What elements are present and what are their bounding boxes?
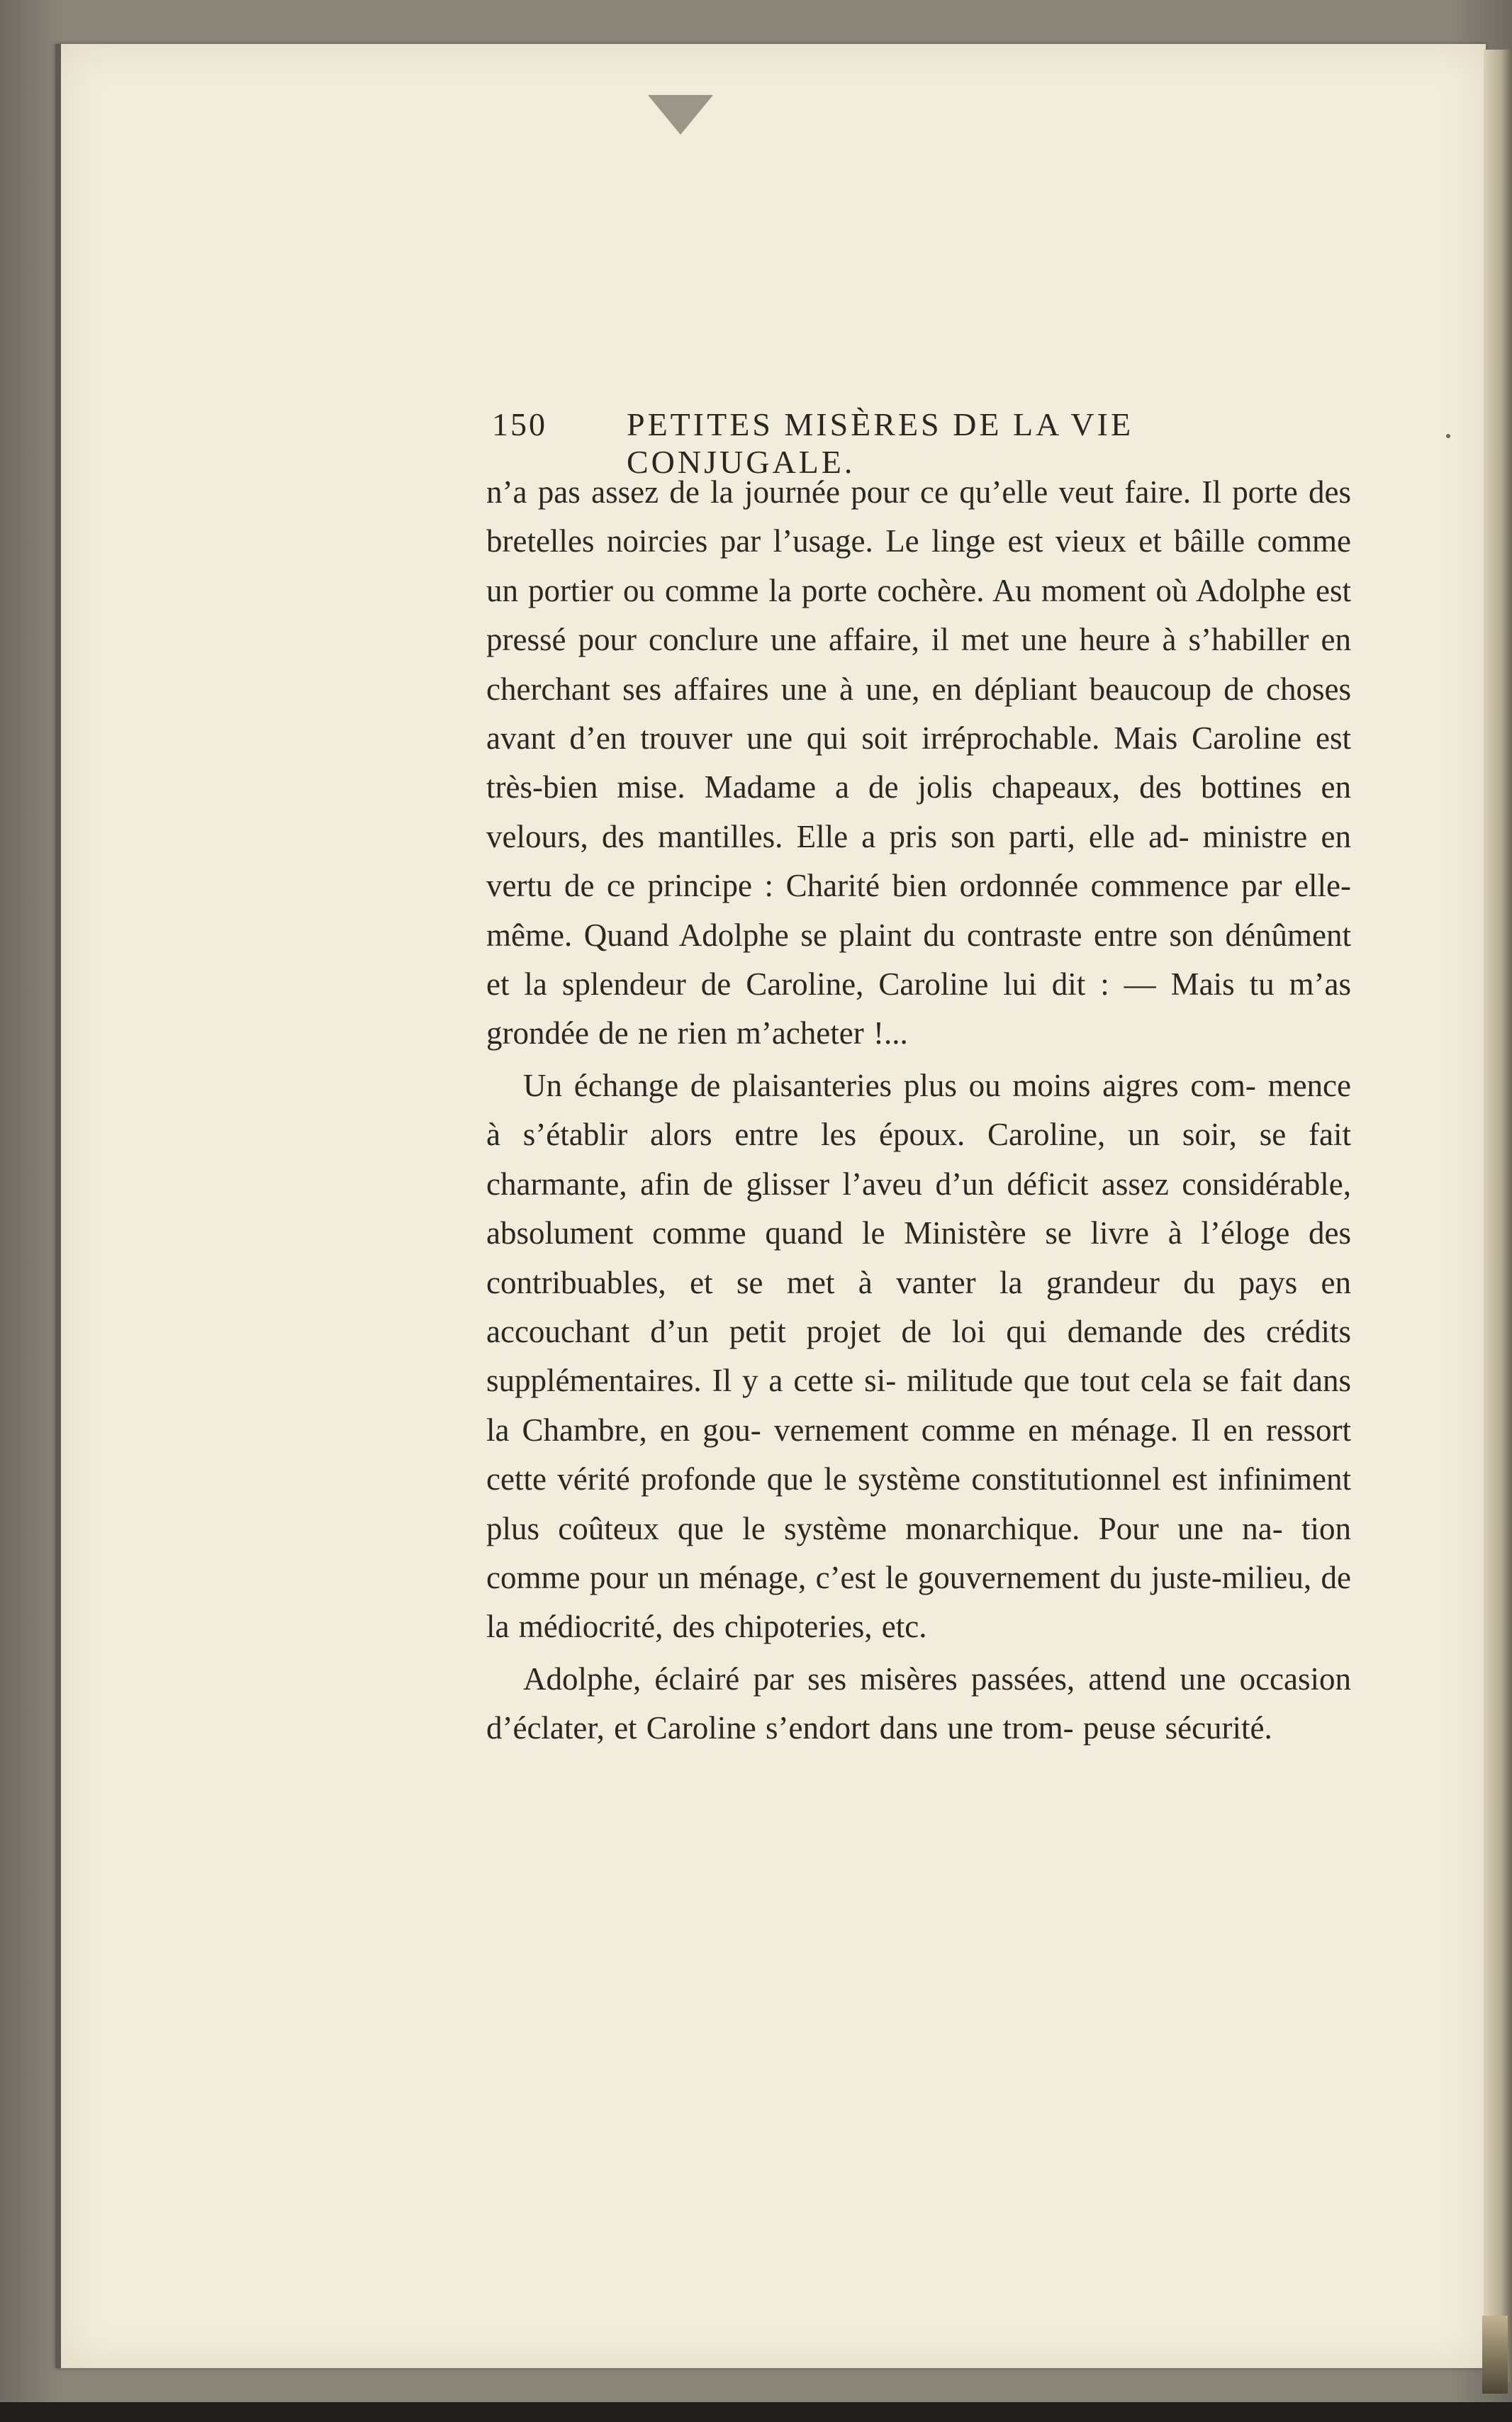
text-line: n’a pas assez de la journée pour ce qu’elle veut faire. Il <box>486 474 1221 510</box>
paragraph-2 <box>486 1061 1351 1652</box>
page-fold-mark <box>648 95 713 135</box>
text-line: ministre en vertu de ce principe : Charité bien ordonnée <box>486 818 1351 904</box>
text-line: juste-milieu, de la médiocrité, des chipoteries, etc. <box>486 1559 1351 1645</box>
text-line: en velours, des mantilles. Elle a pris son parti, elle ad- <box>486 769 1351 854</box>
text-line: vernement comme en ménage. Il en ressort cette vérité <box>486 1412 1352 1497</box>
text-line: livre à l’éloge des contribuables, et se met à vanter la <box>486 1215 1351 1300</box>
text-line: et bâille comme un portier ou comme la porte cochère. <box>486 523 1351 608</box>
running-head: PETITES MISÈRES DE LA VIE CONJUGALE. <box>627 406 1134 480</box>
text-line: considérable, absolument comme quand le Ministère se <box>486 1166 1351 1251</box>
text-line: Caroline lui dit : — Mais tu m’as grondée de ne rien <box>486 966 1352 1051</box>
text-line: affaire, il met une heure à s’habiller en cherchant ses <box>486 622 1352 707</box>
text-line: mence à s’établir alors entre les époux. Caroline, un soir, <box>486 1067 1351 1153</box>
paragraph-3 <box>486 1655 1351 1753</box>
page-header <box>492 406 1357 480</box>
text-line: très-bien mise. Madame a de jolis chapeaux, des bottines <box>486 769 1302 805</box>
page-corner <box>1482 2316 1508 2394</box>
text-line: affaires une à une, en dépliant beaucoup de choses avant <box>486 671 1351 757</box>
paragraph-1 <box>486 468 1351 1059</box>
book-page <box>55 44 1486 2368</box>
text-line: Un échange de plaisanteries plus ou moins aigres com- <box>523 1067 1256 1103</box>
text-line: grandeur du pays en accouchant d’un petit projet de loi <box>486 1264 1351 1349</box>
ink-speck <box>1446 434 1450 438</box>
text-line: plus coûteux que le système monarchique. Pour une na- <box>486 1510 1283 1546</box>
text-line: commence par elle-même. Quand Adolphe se plaint du <box>486 868 1352 953</box>
text-line: d’en trouver une qui soit irréprochable. Mais Caroline est <box>569 720 1351 757</box>
body-text <box>486 468 1351 1753</box>
text-line: Au moment où Adolphe est pressé pour conclure une <box>486 572 1351 658</box>
page-number: 150 <box>492 406 547 442</box>
text-line: profonde que le système constitutionnel est infiniment <box>641 1461 1351 1497</box>
text-line: contraste entre son dénûment et la splendeur de Caroline, <box>486 917 1351 1003</box>
scan-bottom-band <box>0 2402 1512 2422</box>
text-line: occasion d’éclater, et Caroline s’endort dans une trom- <box>486 1661 1352 1746</box>
text-line: porte des bretelles noircies par l’usage. Le linge est vieux <box>486 474 1351 559</box>
page-edge <box>1484 50 1512 2382</box>
text-line: qui demande des crédits supplémentaires. Il y a cette si- <box>486 1313 1352 1399</box>
text-line: militude que tout cela se fait dans la Chambre, en gou- <box>486 1363 1351 1448</box>
text-line: tion comme pour un ménage, c’est le gouvernement du <box>486 1510 1351 1595</box>
text-line: m’acheter !... <box>736 1015 908 1051</box>
text-line: se fait charmante, afin de glisser l’aveu d’un déficit assez <box>486 1117 1352 1202</box>
text-line: Adolphe, éclairé par ses misères passées, attend une <box>523 1661 1226 1697</box>
text-line: peuse sécurité. <box>1082 1710 1272 1746</box>
